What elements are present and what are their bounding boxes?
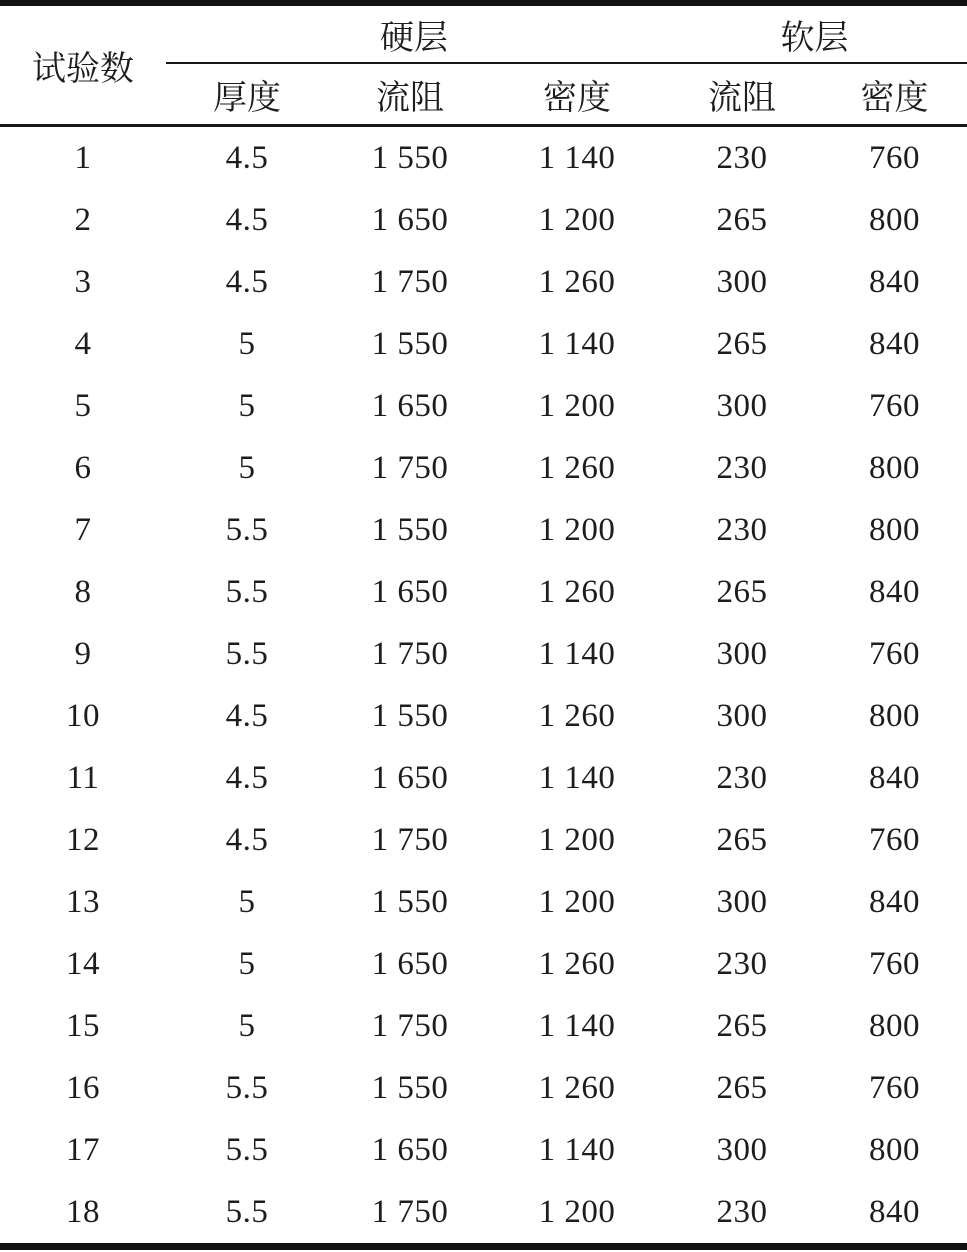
table-cell: 1 650	[371, 387, 449, 424]
table-cell: 11	[66, 759, 100, 796]
table-cell: 760	[869, 945, 921, 982]
table-cell: 4.5	[225, 263, 269, 300]
table-cell: 1 650	[371, 945, 449, 982]
table-cell: 800	[869, 449, 921, 486]
table-cell: 3	[74, 263, 92, 300]
table-cell: 9	[74, 635, 92, 672]
table-cell: 1 550	[371, 325, 449, 362]
table-cell: 5.5	[225, 573, 269, 610]
table-cell: 760	[869, 387, 921, 424]
table-cell: 5	[238, 325, 256, 362]
table-cell: 1 140	[538, 759, 616, 796]
table-cell: 5.5	[225, 1069, 269, 1106]
table-cell: 230	[716, 511, 768, 548]
table-cell: 14	[66, 945, 100, 982]
table-cell: 5	[74, 387, 92, 424]
table-cell: 4.5	[225, 759, 269, 796]
table-cell: 5.5	[225, 635, 269, 672]
column-header-soft-density: 密度	[822, 63, 967, 126]
table-cell: 800	[869, 1007, 921, 1044]
table-cell: 7	[74, 511, 92, 548]
table-row	[0, 1119, 967, 1181]
table-cell: 1 750	[371, 449, 449, 486]
table-cell: 840	[869, 325, 921, 362]
table-cell: 300	[716, 1131, 768, 1168]
table-cell: 1 200	[538, 883, 616, 920]
table-cell: 840	[869, 1193, 921, 1230]
table-cell: 300	[716, 387, 768, 424]
table-cell: 1 650	[371, 201, 449, 238]
table-row	[0, 189, 967, 251]
table-body	[0, 126, 967, 1244]
table-cell: 1 260	[538, 945, 616, 982]
table-cell: 800	[869, 697, 921, 734]
table-cell: 18	[66, 1193, 100, 1230]
table-cell: 760	[869, 635, 921, 672]
table-row	[0, 561, 967, 623]
column-header-hard-flow-resistance: 流阻	[328, 63, 492, 126]
column-header-trial-number: 试验数	[0, 6, 166, 126]
table-cell: 230	[716, 945, 768, 982]
table-cell: 4.5	[225, 201, 269, 238]
table-row	[0, 499, 967, 561]
table-cell: 1 200	[538, 201, 616, 238]
table-cell: 300	[716, 263, 768, 300]
table-cell: 760	[869, 821, 921, 858]
table-cell: 5.5	[225, 1193, 269, 1230]
table-cell: 1 260	[538, 263, 616, 300]
table-row	[0, 933, 967, 995]
table-cell: 800	[869, 201, 921, 238]
group-header-soft-layer: 软层	[662, 6, 967, 63]
table-cell: 1 140	[538, 139, 616, 176]
table-cell: 5	[238, 945, 256, 982]
table-cell: 4.5	[225, 697, 269, 734]
table-cell: 230	[716, 449, 768, 486]
table-cell: 1 260	[538, 573, 616, 610]
table-cell: 300	[716, 883, 768, 920]
table-cell: 1 750	[371, 1193, 449, 1230]
table-cell: 1 200	[538, 1193, 616, 1230]
table-cell: 10	[66, 697, 100, 734]
table-cell: 17	[66, 1131, 100, 1168]
table-cell: 1 260	[538, 449, 616, 486]
table-cell: 1 550	[371, 139, 449, 176]
table-cell: 840	[869, 883, 921, 920]
table-cell: 230	[716, 139, 768, 176]
table-cell: 4.5	[225, 821, 269, 858]
table-cell: 1 260	[538, 1069, 616, 1106]
table-cell: 1 750	[371, 1007, 449, 1044]
table-cell: 265	[716, 201, 768, 238]
table-row	[0, 1057, 967, 1119]
table-cell: 1 140	[538, 325, 616, 362]
table-cell: 1 650	[371, 1131, 449, 1168]
group-header-row	[0, 6, 967, 63]
column-header-soft-flow-resistance: 流阻	[662, 63, 822, 126]
table-cell: 13	[66, 883, 100, 920]
table-cell: 15	[66, 1007, 100, 1044]
group-header-hard-layer: 硬层	[166, 6, 662, 63]
table-cell: 800	[869, 1131, 921, 1168]
table-row	[0, 375, 967, 437]
table-cell: 16	[66, 1069, 100, 1106]
table-row	[0, 437, 967, 499]
table-cell: 5.5	[225, 1131, 269, 1168]
table-cell: 5	[238, 1007, 256, 1044]
table-row	[0, 995, 967, 1057]
experiment-table	[0, 6, 967, 1243]
table-cell: 265	[716, 1069, 768, 1106]
table-cell: 5	[238, 387, 256, 424]
table-cell: 1 260	[538, 697, 616, 734]
table-cell: 265	[716, 821, 768, 858]
table-row	[0, 251, 967, 313]
table-cell: 840	[869, 759, 921, 796]
table-cell: 1 550	[371, 883, 449, 920]
table-header	[0, 6, 967, 126]
table-cell: 1 200	[538, 821, 616, 858]
table-row	[0, 1181, 967, 1243]
table-cell: 2	[74, 201, 92, 238]
table-row	[0, 623, 967, 685]
table-cell: 6	[74, 449, 92, 486]
table-cell: 265	[716, 573, 768, 610]
table-row	[0, 809, 967, 871]
table-cell: 265	[716, 1007, 768, 1044]
table-cell: 230	[716, 759, 768, 796]
table-cell: 1 750	[371, 635, 449, 672]
table-cell: 4.5	[225, 139, 269, 176]
table-cell: 1	[74, 139, 92, 176]
table-cell: 12	[66, 821, 100, 858]
table-cell: 1 200	[538, 511, 616, 548]
table-cell: 760	[869, 1069, 921, 1106]
table-cell: 300	[716, 635, 768, 672]
table-cell: 5	[238, 449, 256, 486]
table-cell: 265	[716, 325, 768, 362]
table-cell: 230	[716, 1193, 768, 1230]
table-cell: 4	[74, 325, 92, 362]
table-row	[0, 871, 967, 933]
table-cell: 1 750	[371, 263, 449, 300]
table-row	[0, 685, 967, 747]
table-cell: 300	[716, 697, 768, 734]
table-cell: 1 550	[371, 511, 449, 548]
table-cell: 1 140	[538, 635, 616, 672]
table-cell: 800	[869, 511, 921, 548]
table-cell: 1 550	[371, 1069, 449, 1106]
table-cell: 1 650	[371, 759, 449, 796]
table-row	[0, 313, 967, 375]
table-cell: 1 550	[371, 697, 449, 734]
table-cell: 1 200	[538, 387, 616, 424]
table-row	[0, 747, 967, 809]
table-row	[0, 126, 967, 190]
table-cell: 1 140	[538, 1131, 616, 1168]
table-cell: 760	[869, 139, 921, 176]
column-header-hard-density: 密度	[492, 63, 662, 126]
table-cell: 5.5	[225, 511, 269, 548]
table-cell: 840	[869, 263, 921, 300]
table-cell: 8	[74, 573, 92, 610]
column-header-hard-thickness: 厚度	[166, 63, 328, 126]
table-cell: 1 750	[371, 821, 449, 858]
table-cell: 1 650	[371, 573, 449, 610]
table-cell: 5	[238, 883, 256, 920]
table-cell: 1 140	[538, 1007, 616, 1044]
table-cell: 840	[869, 573, 921, 610]
